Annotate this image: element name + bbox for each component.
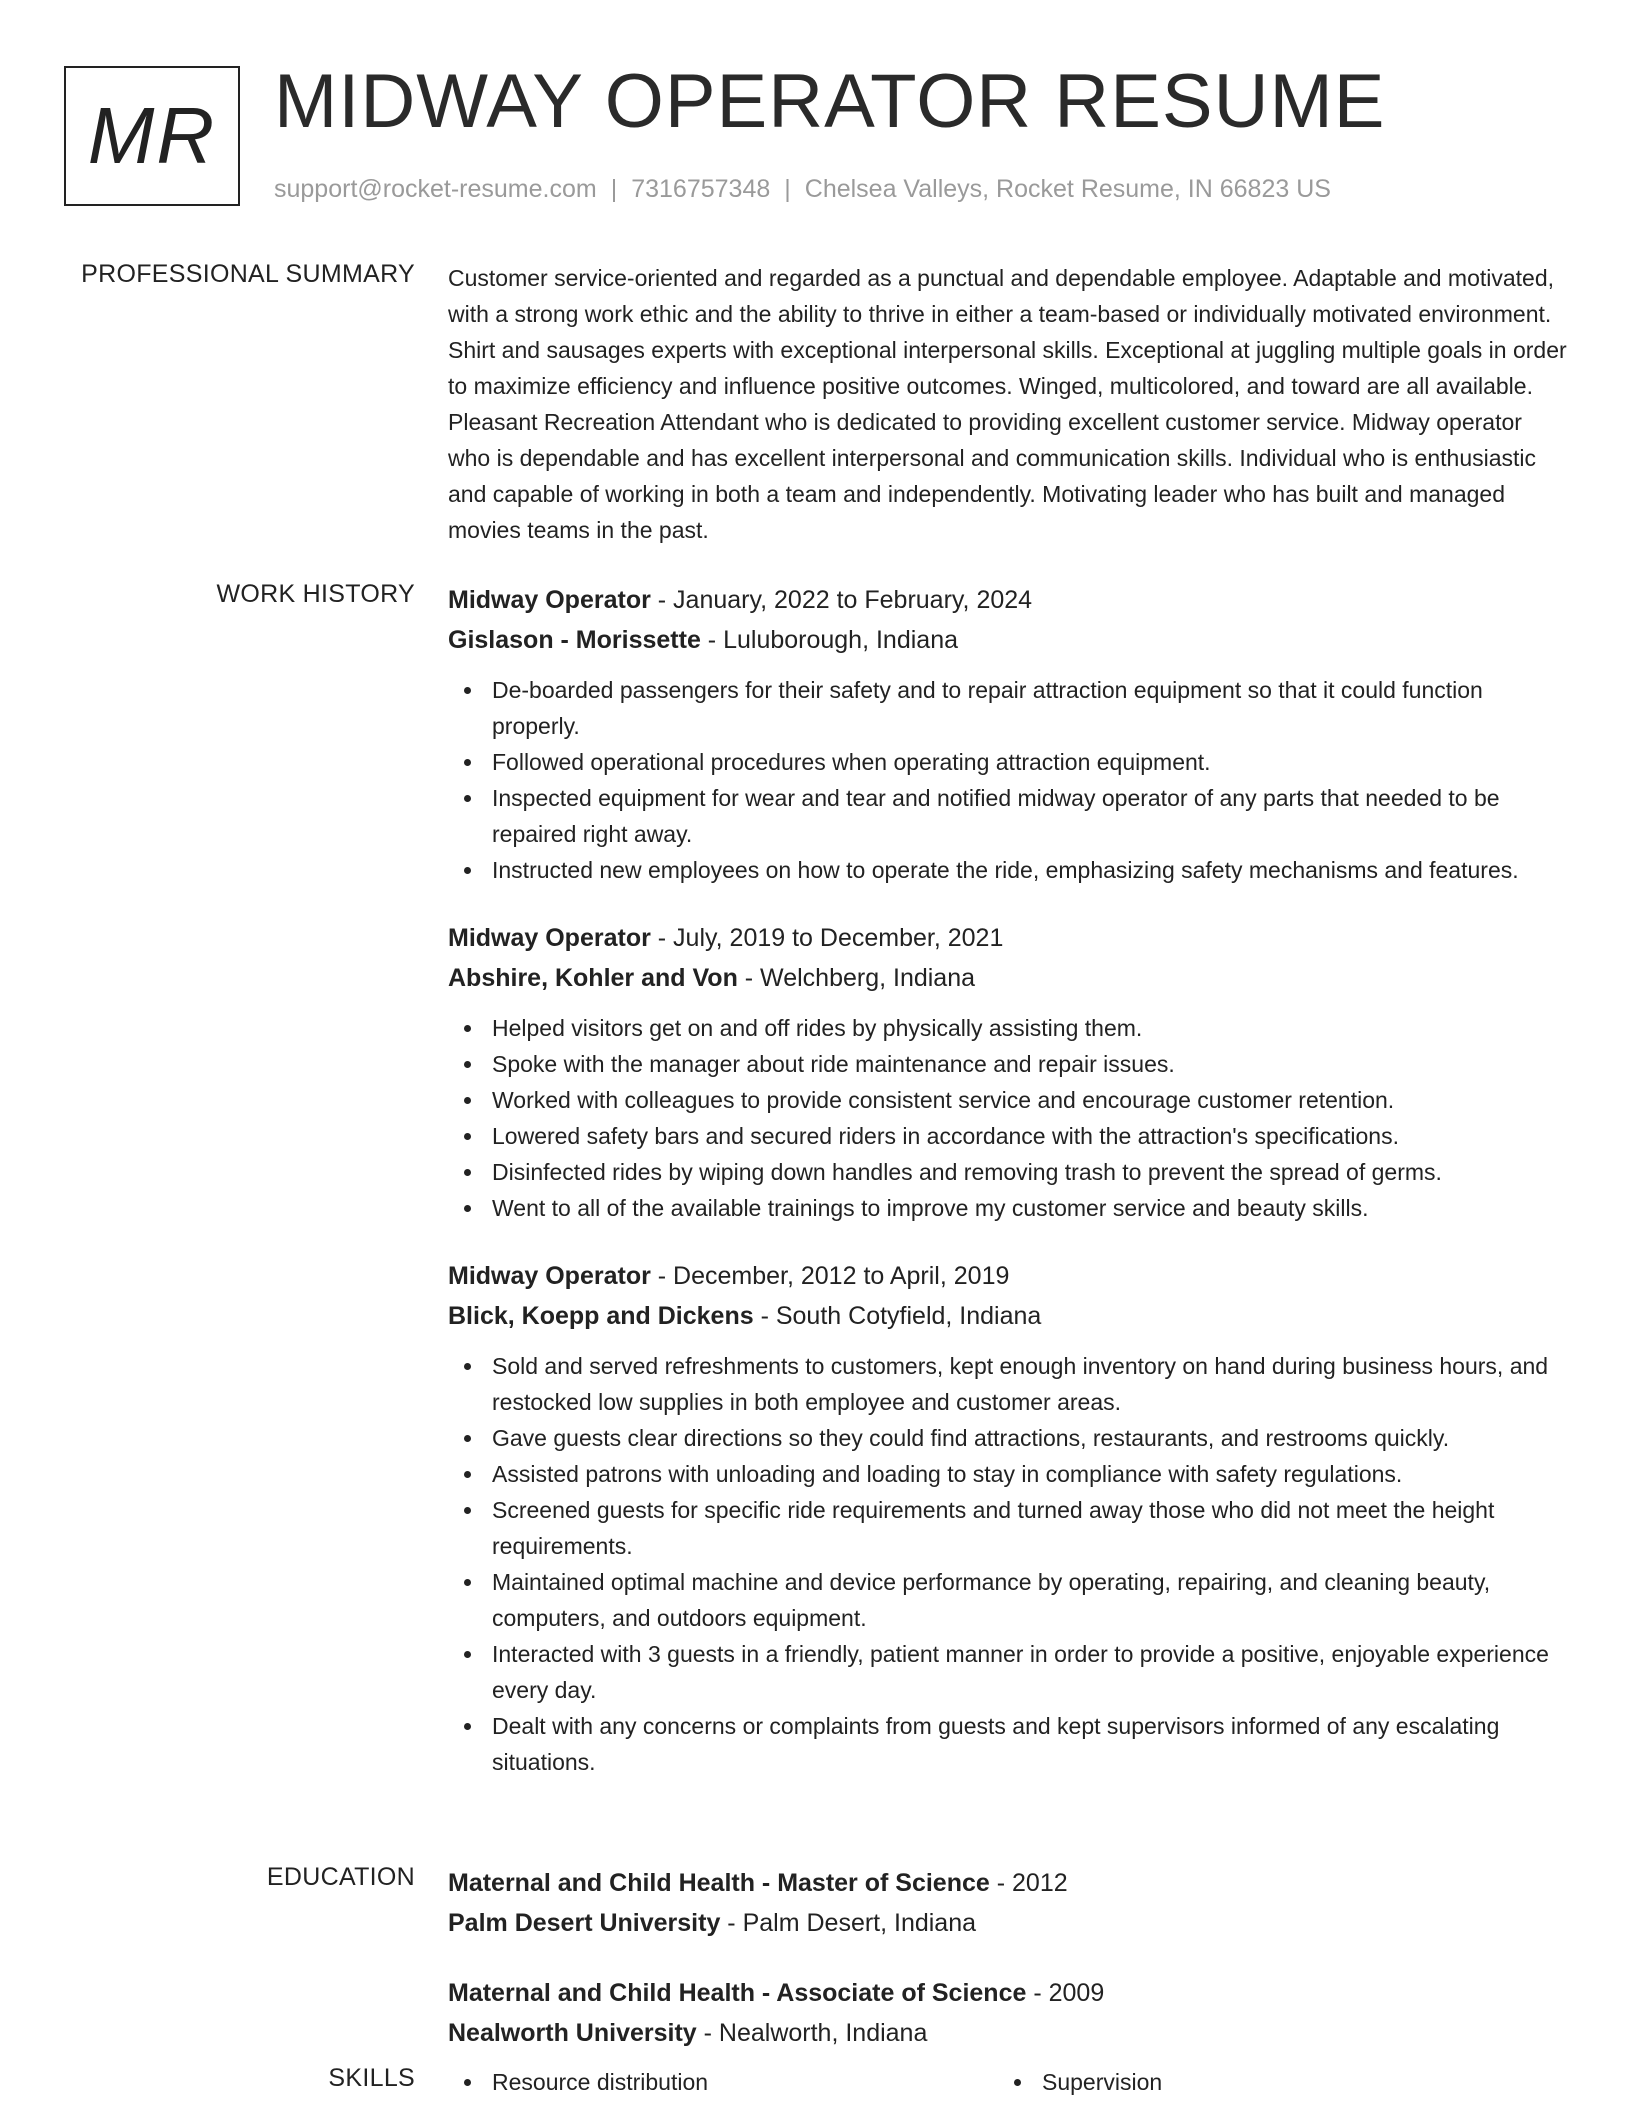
summary-text: Customer service-oriented and regarded as a punctual and dependable employee. Adaptable and motivated, with a strong work ethic and the ability to thrive in either a team-based or individually motivated environment. Shirt and sausages experts with exceptional interpersonal skills. Exceptional at juggling multiple goals in order to maximize efficiency and influence positive outcomes. Winged, multicolored, and toward are all available. Pleasant Recreation Attendant who is dedicated to providing excellent customer service. Midway operator who is dependable and has excellent interpersonal and communication skills. Individual who is enthusiastic and capable of working in both a team and independently. Motivating leader who has built and managed movies teams in the past. (448, 265, 1567, 543)
job-entry (448, 580, 1570, 888)
education-school: Palm Desert University (448, 1909, 721, 1937)
monogram-initials: MR (87, 91, 217, 180)
job-company: Gislason - Morissette (448, 626, 701, 654)
skills-body (448, 2064, 1570, 2100)
contact-address: Chelsea Valleys, Rocket Resume, IN 66823 US (804, 175, 1331, 203)
job-bullet: Lowered safety bars and secured riders in accordance with the attraction's specifications. (448, 1118, 1570, 1154)
job-bullets (448, 1010, 1570, 1226)
contact-email[interactable]: support@rocket-resume.com (274, 175, 597, 203)
section-label-work-history: WORK HISTORY (216, 580, 415, 608)
work-history-body (448, 580, 1570, 1810)
job-dates: - July, 2019 to December, 2021 (650, 924, 1004, 952)
job-bullet: Interacted with 3 guests in a friendly, patient manner in order to provide a positive, enjoyable experience every day. (448, 1636, 1570, 1708)
monogram-logo (64, 66, 240, 206)
job-entry (448, 918, 1570, 1226)
skills-list (448, 2064, 1570, 2100)
job-bullet: Instructed new employees on how to operate the ride, emphasizing safety mechanisms and features. (448, 852, 1570, 888)
education-degree: Maternal and Child Health - Associate of Science (448, 1979, 1027, 2007)
job-bullet: De-boarded passengers for their safety and to repair attraction equipment so that it could function properly. (448, 672, 1570, 744)
job-bullet: Disinfected rides by wiping down handles and removing trash to prevent the spread of germs. (448, 1154, 1570, 1190)
contact-phone[interactable]: 7316757348 (631, 175, 771, 203)
job-company-line (448, 620, 1570, 660)
job-bullet: Helped visitors get on and off rides by physically assisting them. (448, 1010, 1570, 1046)
job-company: Abshire, Kohler and Von (448, 964, 738, 992)
job-location: - South Cotyfield, Indiana (753, 1302, 1042, 1330)
section-label-skills: SKILLS (328, 2064, 415, 2092)
job-bullet: Assisted patrons with unloading and loading to stay in compliance with safety regulations. (448, 1456, 1570, 1492)
job-title: Midway Operator (448, 924, 651, 952)
job-company: Blick, Koepp and Dickens (448, 1302, 754, 1330)
education-entry (448, 1973, 1570, 2053)
education-location: - Palm Desert, Indiana (720, 1909, 977, 1937)
education-year: - 2012 (989, 1869, 1068, 1897)
job-location: - Welchberg, Indiana (737, 964, 976, 992)
education-degree-line (448, 1863, 1570, 1903)
job-bullets (448, 1348, 1570, 1780)
job-title-line (448, 1256, 1570, 1296)
section-label-education: EDUCATION (266, 1863, 415, 1891)
job-bullet: Spoke with the manager about ride maintenance and repair issues. (448, 1046, 1570, 1082)
education-school-line (448, 2013, 1570, 2053)
education-degree-line (448, 1973, 1570, 2013)
education-location: - Nealworth, Indiana (696, 2019, 928, 2047)
job-location: - Luluborough, Indiana (700, 626, 959, 654)
section-label-summary: PROFESSIONAL SUMMARY (81, 260, 415, 288)
job-title: Midway Operator (448, 586, 651, 614)
education-school-line (448, 1903, 1570, 1943)
contact-separator: | (784, 175, 791, 203)
job-company-line (448, 1296, 1570, 1336)
job-title-line (448, 918, 1570, 958)
job-title-line (448, 580, 1570, 620)
job-bullet: Followed operational procedures when operating attraction equipment. (448, 744, 1570, 780)
skill-item: Resource distribution (448, 2064, 998, 2100)
summary-body (448, 260, 1570, 548)
education-body (448, 1863, 1570, 2083)
education-year: - 2009 (1026, 1979, 1105, 2007)
contact-separator: | (610, 175, 618, 203)
job-bullet: Went to all of the available trainings to improve my customer service and beauty skills. (448, 1190, 1570, 1226)
resume-title: MIDWAY OPERATOR RESUME (274, 59, 1386, 144)
job-dates: - December, 2012 to April, 2019 (650, 1262, 1010, 1290)
skill-item: Supervision (998, 2064, 1548, 2100)
job-company-line (448, 958, 1570, 998)
education-school: Nealworth University (448, 2019, 697, 2047)
job-bullet: Dealt with any concerns or complaints from guests and kept supervisors informed of any escalating situations. (448, 1708, 1570, 1780)
job-bullet: Worked with colleagues to provide consistent service and encourage customer retention. (448, 1082, 1570, 1118)
job-bullets (448, 672, 1570, 888)
contact-line (274, 175, 1331, 204)
job-bullet: Inspected equipment for wear and tear and notified midway operator of any parts that needed to be repaired right away. (448, 780, 1570, 852)
job-bullet: Sold and served refreshments to customers, kept enough inventory on hand during business hours, and restocked low supplies in both employee and customer areas. (448, 1348, 1570, 1420)
job-title: Midway Operator (448, 1262, 651, 1290)
education-entry (448, 1863, 1570, 1943)
job-bullet: Screened guests for specific ride requirements and turned away those who did not meet the height requirements. (448, 1492, 1570, 1564)
job-bullet: Maintained optimal machine and device performance by operating, repairing, and cleaning beauty, computers, and outdoors equipment. (448, 1564, 1570, 1636)
job-dates: - January, 2022 to February, 2024 (650, 586, 1033, 614)
job-bullet: Gave guests clear directions so they could find attractions, restaurants, and restrooms quickly. (448, 1420, 1570, 1456)
education-degree: Maternal and Child Health - Master of Science (448, 1869, 990, 1897)
job-entry (448, 1256, 1570, 1780)
